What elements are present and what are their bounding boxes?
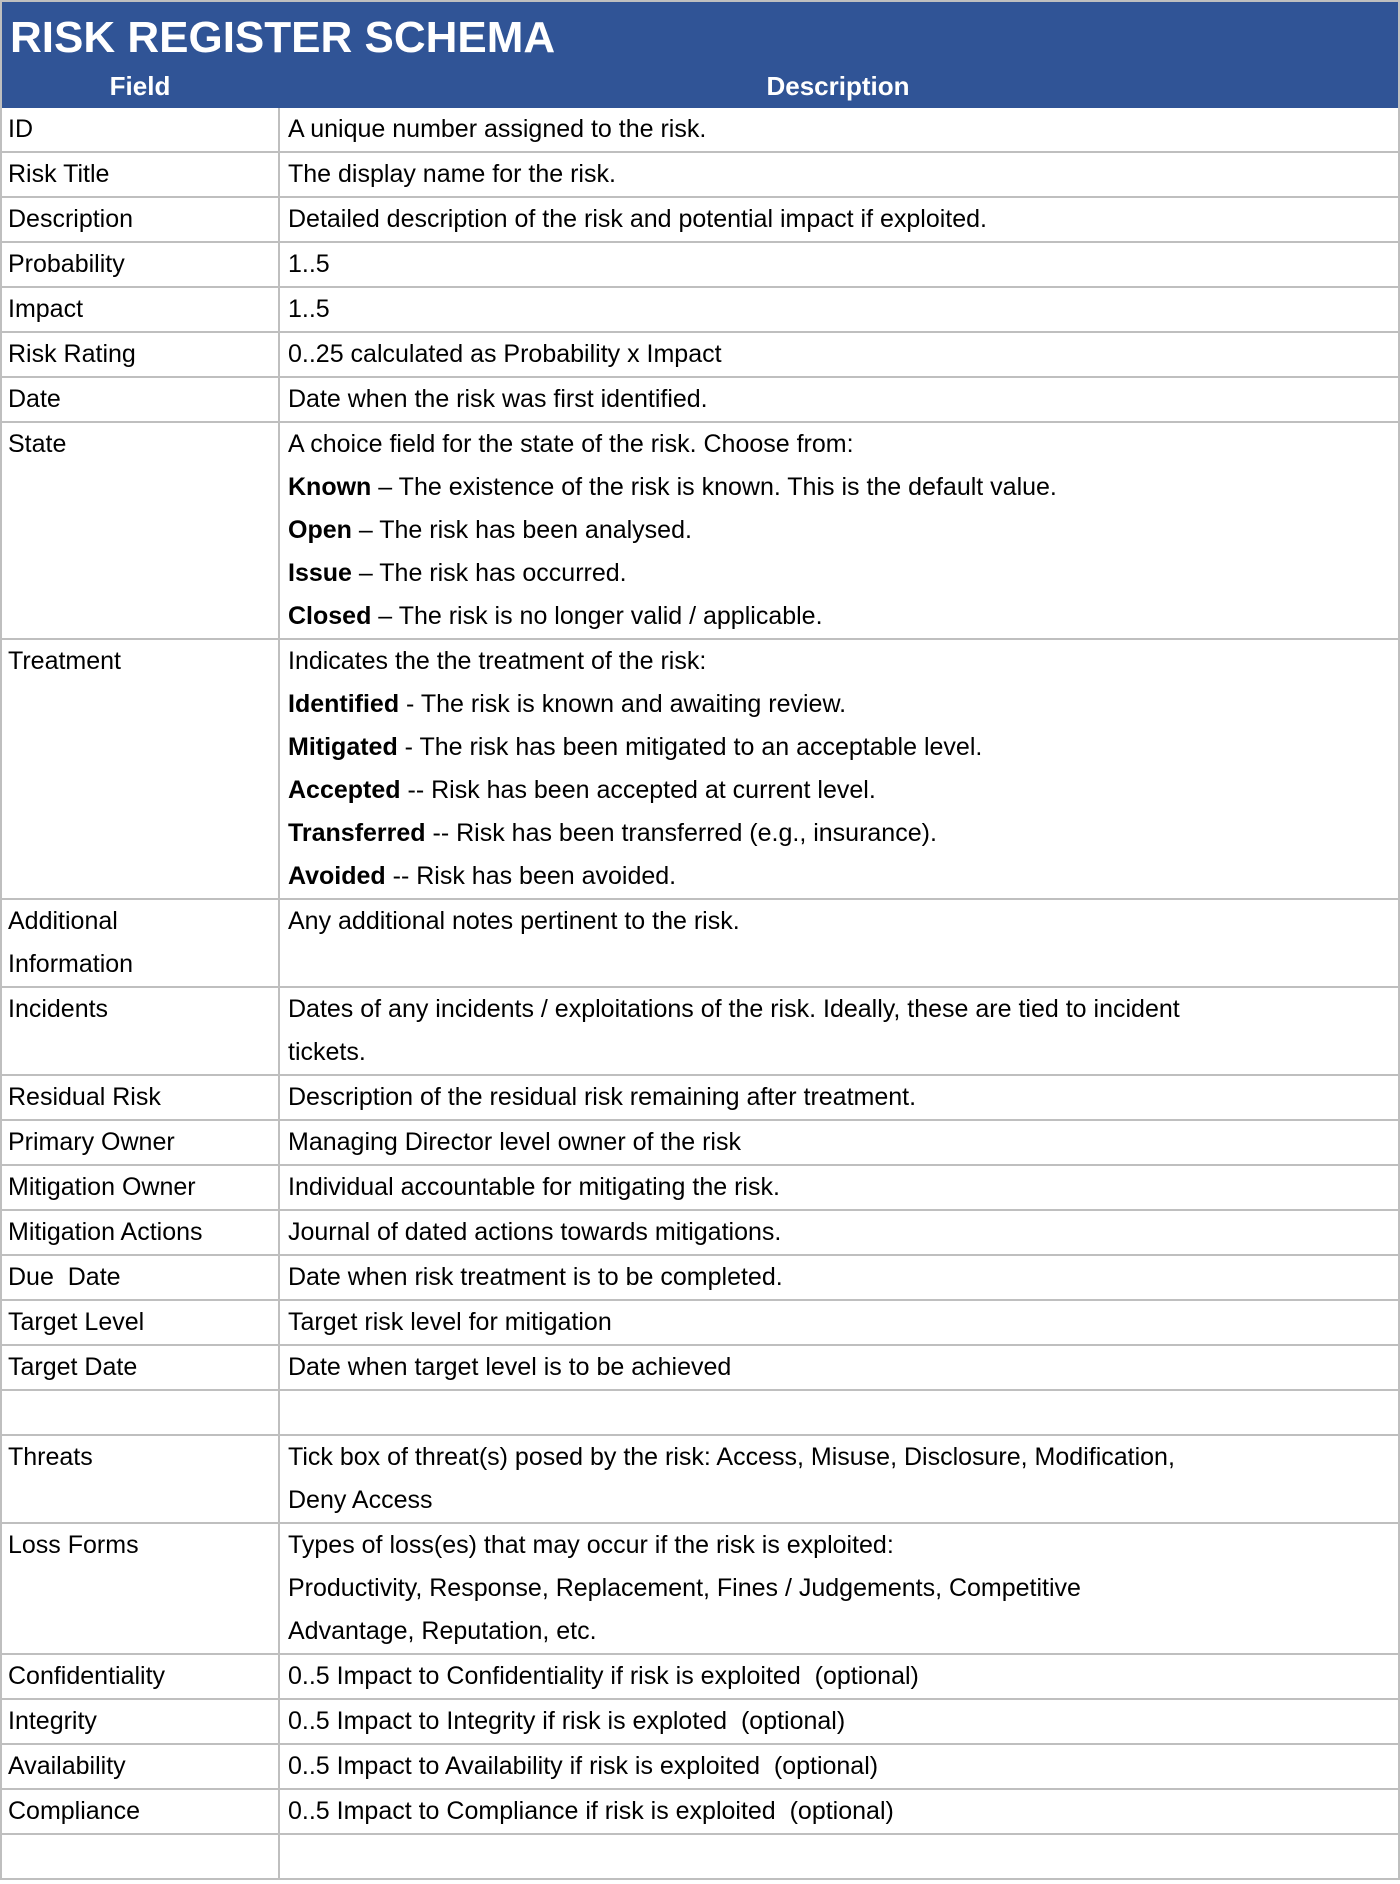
table-row xyxy=(2,1788,1398,1833)
description-cell[interactable] xyxy=(278,198,1398,241)
field-cell[interactable] xyxy=(2,1391,278,1434)
table-row xyxy=(2,421,1398,638)
field-text: Additional xyxy=(8,907,118,935)
description-text: Productivity, Response, Replacement, Fines / Judgements, Competitive xyxy=(288,1574,1081,1602)
field-cell[interactable] xyxy=(2,198,278,241)
description-cell[interactable] xyxy=(278,378,1398,421)
description-text: 0..5 Impact to Confidentiality if risk is exploited (optional) xyxy=(288,1662,919,1690)
field-text: Loss Forms xyxy=(8,1531,139,1559)
field-cell[interactable] xyxy=(2,1346,278,1389)
field-cell[interactable] xyxy=(2,423,278,638)
table-row xyxy=(2,1164,1398,1209)
field-cell[interactable] xyxy=(2,640,278,898)
field-text: Confidentiality xyxy=(8,1662,166,1690)
description-cell[interactable] xyxy=(278,988,1398,1074)
field-cell[interactable] xyxy=(2,378,278,421)
field-cell[interactable] xyxy=(2,288,278,331)
field-cell[interactable] xyxy=(2,1745,278,1788)
description-cell[interactable] xyxy=(278,423,1398,638)
description-text: Transferred -- Risk has been transferred (e.g., insurance). xyxy=(288,819,937,847)
description-text: Indicates the the treatment of the risk: xyxy=(288,647,707,675)
field-text: ID xyxy=(8,115,33,143)
term-label: Mitigated xyxy=(288,733,398,761)
description-cell[interactable] xyxy=(278,1655,1398,1698)
table-row xyxy=(2,151,1398,196)
description-text: Issue – The risk has occurred. xyxy=(288,559,627,587)
description-cell[interactable] xyxy=(278,1211,1398,1254)
table-row xyxy=(2,1119,1398,1164)
field-text: Description xyxy=(8,205,134,233)
description-text: Individual accountable for mitigating the risk. xyxy=(288,1173,780,1201)
field-cell[interactable] xyxy=(2,1211,278,1254)
description-text: Accepted -- Risk has been accepted at current level. xyxy=(288,776,876,804)
field-text: Mitigation Owner xyxy=(8,1173,196,1201)
description-text: Types of loss(es) that may occur if the risk is exploited: xyxy=(288,1531,894,1559)
description-cell[interactable] xyxy=(278,1346,1398,1389)
term-label: Issue xyxy=(288,559,352,587)
description-text: Advantage, Reputation, etc. xyxy=(288,1617,597,1645)
page-title: RISK REGISTER SCHEMA xyxy=(10,13,556,62)
table-row xyxy=(2,1434,1398,1522)
description-cell[interactable] xyxy=(278,1301,1398,1344)
description-text: Tick box of threat(s) posed by the risk: Access, Misuse, Disclosure, Modification, xyxy=(288,1443,1175,1471)
description-text: Open – The risk has been analysed. xyxy=(288,516,692,544)
description-cell[interactable] xyxy=(278,243,1398,286)
description-text: Identified - The risk is known and awaiting review. xyxy=(288,690,847,718)
description-cell[interactable] xyxy=(278,1256,1398,1299)
field-text: Primary Owner xyxy=(8,1128,175,1156)
description-text: Target risk level for mitigation xyxy=(288,1308,612,1336)
field-text: Impact xyxy=(8,295,84,323)
description-cell[interactable] xyxy=(278,288,1398,331)
description-text: 1..5 xyxy=(288,295,330,323)
description-text: A choice field for the state of the risk. Choose from: xyxy=(288,430,854,458)
description-text: Description of the residual risk remaining after treatment. xyxy=(288,1083,917,1111)
column-header-description: Description xyxy=(766,71,910,101)
description-text: Dates of any incidents / exploitations of the risk. Ideally, these are tied to incident xyxy=(288,995,1180,1023)
description-text: Managing Director level owner of the risk xyxy=(288,1128,741,1156)
description-cell[interactable] xyxy=(278,1524,1398,1653)
table-row xyxy=(2,986,1398,1074)
field-text: Risk Rating xyxy=(8,340,136,368)
table-row xyxy=(2,1254,1398,1299)
table-row xyxy=(2,1653,1398,1698)
field-cell[interactable] xyxy=(2,1436,278,1522)
table-row xyxy=(2,1389,1398,1434)
field-cell[interactable] xyxy=(2,1256,278,1299)
field-cell[interactable] xyxy=(2,1524,278,1653)
field-text: Threats xyxy=(8,1443,93,1471)
field-text: Risk Title xyxy=(8,160,110,188)
field-text: Availability xyxy=(8,1752,126,1780)
field-cell[interactable] xyxy=(2,108,278,151)
field-cell[interactable] xyxy=(2,988,278,1074)
table-row xyxy=(2,1209,1398,1254)
description-cell[interactable] xyxy=(278,153,1398,196)
description-cell[interactable] xyxy=(278,1121,1398,1164)
description-cell[interactable] xyxy=(278,1166,1398,1209)
table-row xyxy=(2,108,1398,151)
description-text: tickets. xyxy=(288,1038,366,1066)
field-text: Mitigation Actions xyxy=(8,1218,203,1246)
table-row xyxy=(2,1074,1398,1119)
description-cell[interactable] xyxy=(278,1436,1398,1522)
field-cell[interactable] xyxy=(2,1301,278,1344)
field-cell[interactable] xyxy=(2,153,278,196)
field-cell[interactable] xyxy=(2,1166,278,1209)
description-text: Date when target level is to be achieved xyxy=(288,1353,732,1381)
description-text: Avoided -- Risk has been avoided. xyxy=(288,862,677,890)
description-text: 0..5 Impact to Availability if risk is exploited (optional) xyxy=(288,1752,879,1780)
description-text: 0..5 Impact to Integrity if risk is exploted (optional) xyxy=(288,1707,846,1735)
field-text: Treatment xyxy=(8,647,122,675)
description-cell[interactable] xyxy=(278,333,1398,376)
description-text: Known – The existence of the risk is known. This is the default value. xyxy=(288,473,1057,501)
field-text: State xyxy=(8,430,67,458)
table-row xyxy=(2,376,1398,421)
table-row xyxy=(2,1522,1398,1653)
field-text: Compliance xyxy=(8,1797,141,1825)
term-label: Avoided xyxy=(288,862,386,890)
description-cell[interactable] xyxy=(278,1745,1398,1788)
description-cell[interactable] xyxy=(278,108,1398,151)
table-row xyxy=(2,1299,1398,1344)
description-text: Journal of dated actions towards mitigations. xyxy=(288,1218,782,1246)
field-text: Target Level xyxy=(8,1308,145,1336)
table-row xyxy=(2,1344,1398,1389)
description-text: 1..5 xyxy=(288,250,330,278)
description-text: Closed – The risk is no longer valid / applicable. xyxy=(288,602,823,630)
description-text: A unique number assigned to the risk. xyxy=(288,115,707,143)
field-text: Due Date xyxy=(8,1263,121,1291)
field-cell[interactable] xyxy=(2,243,278,286)
table-row xyxy=(2,1833,1398,1878)
field-text: Date xyxy=(8,385,61,413)
description-text: Mitigated - The risk has been mitigated to an acceptable level. xyxy=(288,733,983,761)
table-row xyxy=(2,196,1398,241)
term-label: Transferred xyxy=(288,819,426,847)
field-text: Integrity xyxy=(8,1707,97,1735)
field-text: Information xyxy=(8,950,134,978)
description-text: 0..5 Impact to Compliance if risk is exploited (optional) xyxy=(288,1797,894,1825)
description-cell[interactable] xyxy=(278,1076,1398,1119)
term-label: Closed xyxy=(288,602,372,630)
description-text: Detailed description of the risk and potential impact if exploited. xyxy=(288,205,987,233)
field-text: Incidents xyxy=(8,995,109,1023)
column-header-field: Field xyxy=(109,71,171,101)
description-cell[interactable] xyxy=(278,640,1398,898)
table-row xyxy=(2,638,1398,898)
description-cell[interactable] xyxy=(278,1790,1398,1833)
schema-table-rows xyxy=(2,108,1398,1878)
description-text: Deny Access xyxy=(288,1486,433,1514)
field-cell[interactable] xyxy=(2,900,278,986)
description-cell[interactable] xyxy=(278,1835,1398,1878)
field-cell[interactable] xyxy=(2,333,278,376)
field-cell[interactable] xyxy=(2,1700,278,1743)
field-cell[interactable] xyxy=(2,1835,278,1878)
description-text: 0..25 calculated as Probability x Impact xyxy=(288,340,722,368)
field-cell[interactable] xyxy=(2,1076,278,1119)
description-cell[interactable] xyxy=(278,900,1398,986)
term-label: Known xyxy=(288,473,372,501)
term-label: Accepted xyxy=(288,776,401,804)
term-label: Open xyxy=(288,516,352,544)
table-row xyxy=(2,241,1398,286)
description-text: Date when risk treatment is to be completed. xyxy=(288,1263,783,1291)
table-row xyxy=(2,898,1398,986)
field-text: Target Date xyxy=(8,1353,138,1381)
field-text: Residual Risk xyxy=(8,1083,161,1111)
term-label: Identified xyxy=(288,690,400,718)
table-row xyxy=(2,286,1398,331)
field-cell[interactable] xyxy=(2,1121,278,1164)
table-row xyxy=(2,1743,1398,1788)
column-headers xyxy=(2,64,1398,108)
description-cell[interactable] xyxy=(278,1700,1398,1743)
description-text: Any additional notes pertinent to the risk. xyxy=(288,907,740,935)
field-text: Probability xyxy=(8,250,125,278)
table-header xyxy=(2,2,1398,108)
description-text: The display name for the risk. xyxy=(288,160,616,188)
field-cell[interactable] xyxy=(2,1790,278,1833)
field-cell[interactable] xyxy=(2,1655,278,1698)
table-row xyxy=(2,331,1398,376)
description-cell[interactable] xyxy=(278,1391,1398,1434)
table-row xyxy=(2,1698,1398,1743)
description-text: Date when the risk was first identified. xyxy=(288,385,708,413)
